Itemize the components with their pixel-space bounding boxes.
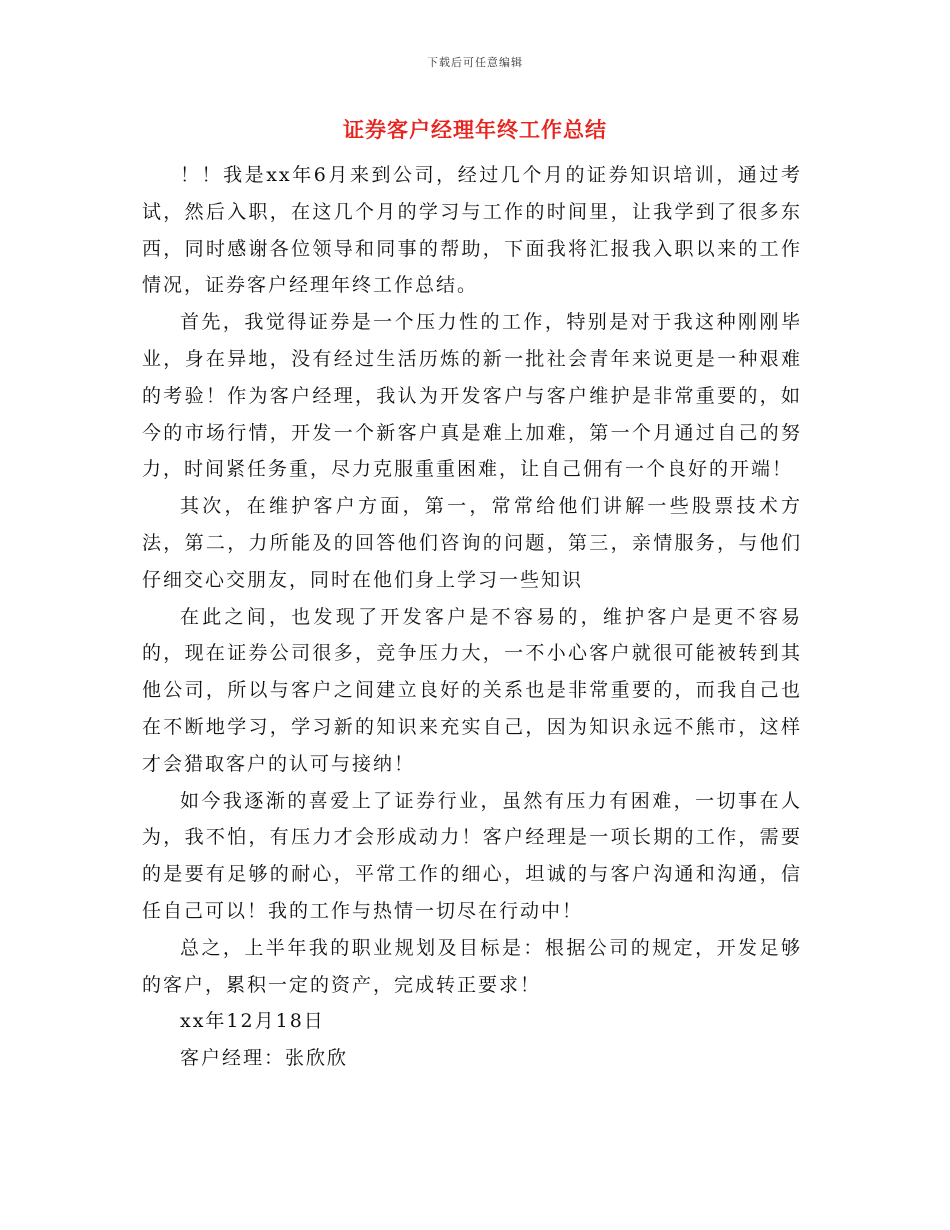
paragraph-conclusion: 总之，上半年我的职业规划及目标是：根据公司的规定，开发足够的客户，累积一定的资产，完成转正要求！ [142,936,802,996]
paragraph-first: 首先，我觉得证券是一个压力性的工作，特别是对于我这种刚刚毕业，身在异地，没有经过生活历炼的新一批社会青年来说更是一种艰难的考验！作为客户经理，我认为开发客户与客户维护是非常重要的，如今的市场行情，开发一个新客户真是难上加难，第一个月通过自己的努力，时间紧任务重，尽力克服重重困难，让自己佣有一个良好的开端！ [142,311,802,481]
document-body [142,157,802,1077]
paragraph-intro: ！！我是xx年6月来到公司，经过几个月的证券知识培训，通过考试，然后入职，在这几个月的学习与工作的时间里，让我学到了很多东西，同时感谢各位领导和同事的帮助，下面我将汇报我入职以来的工作情况，证券客户经理年终工作总结。 [142,164,802,297]
paragraph-second: 其次，在维护客户方面，第一，常常给他们讲解一些股票技术方法，第二，力所能及的回答他们咨询的问题，第三，亲情服务，与他们仔细交心交朋友，同时在他们身上学习一些知识 [142,495,802,591]
document-signature: 客户经理：张欣欣 [180,1047,349,1070]
paragraph-third: 在此之间，也发现了开发客户是不容易的，维护客户是更不容易的，现在证券公司很多，竞争压力大，一不小心客户就很可能被转到其他公司，所以与客户之间建立良好的关系也是非常重要的，而我自己也在不断地学习，学习新的知识来充实自己，因为知识永远不熊市，这样才会猎取客户的认可与接纳！ [142,605,802,775]
document-date: xx年12月18日 [180,1010,325,1033]
paragraph-fourth: 如今我逐渐的喜爱上了证券行业，虽然有压力有困难，一切事在人为，我不怕，有压力才会形成动力！客户经理是一项长期的工作，需要的是要有足够的耐心，平常工作的细心，坦诚的与客户沟通和沟通，信任自己可以！我的工作与热情一切尽在行动中！ [142,789,802,922]
header-note: 下载后可任意编辑 [427,56,523,69]
document-title: 证券客户经理年终工作总结 [343,117,607,142]
